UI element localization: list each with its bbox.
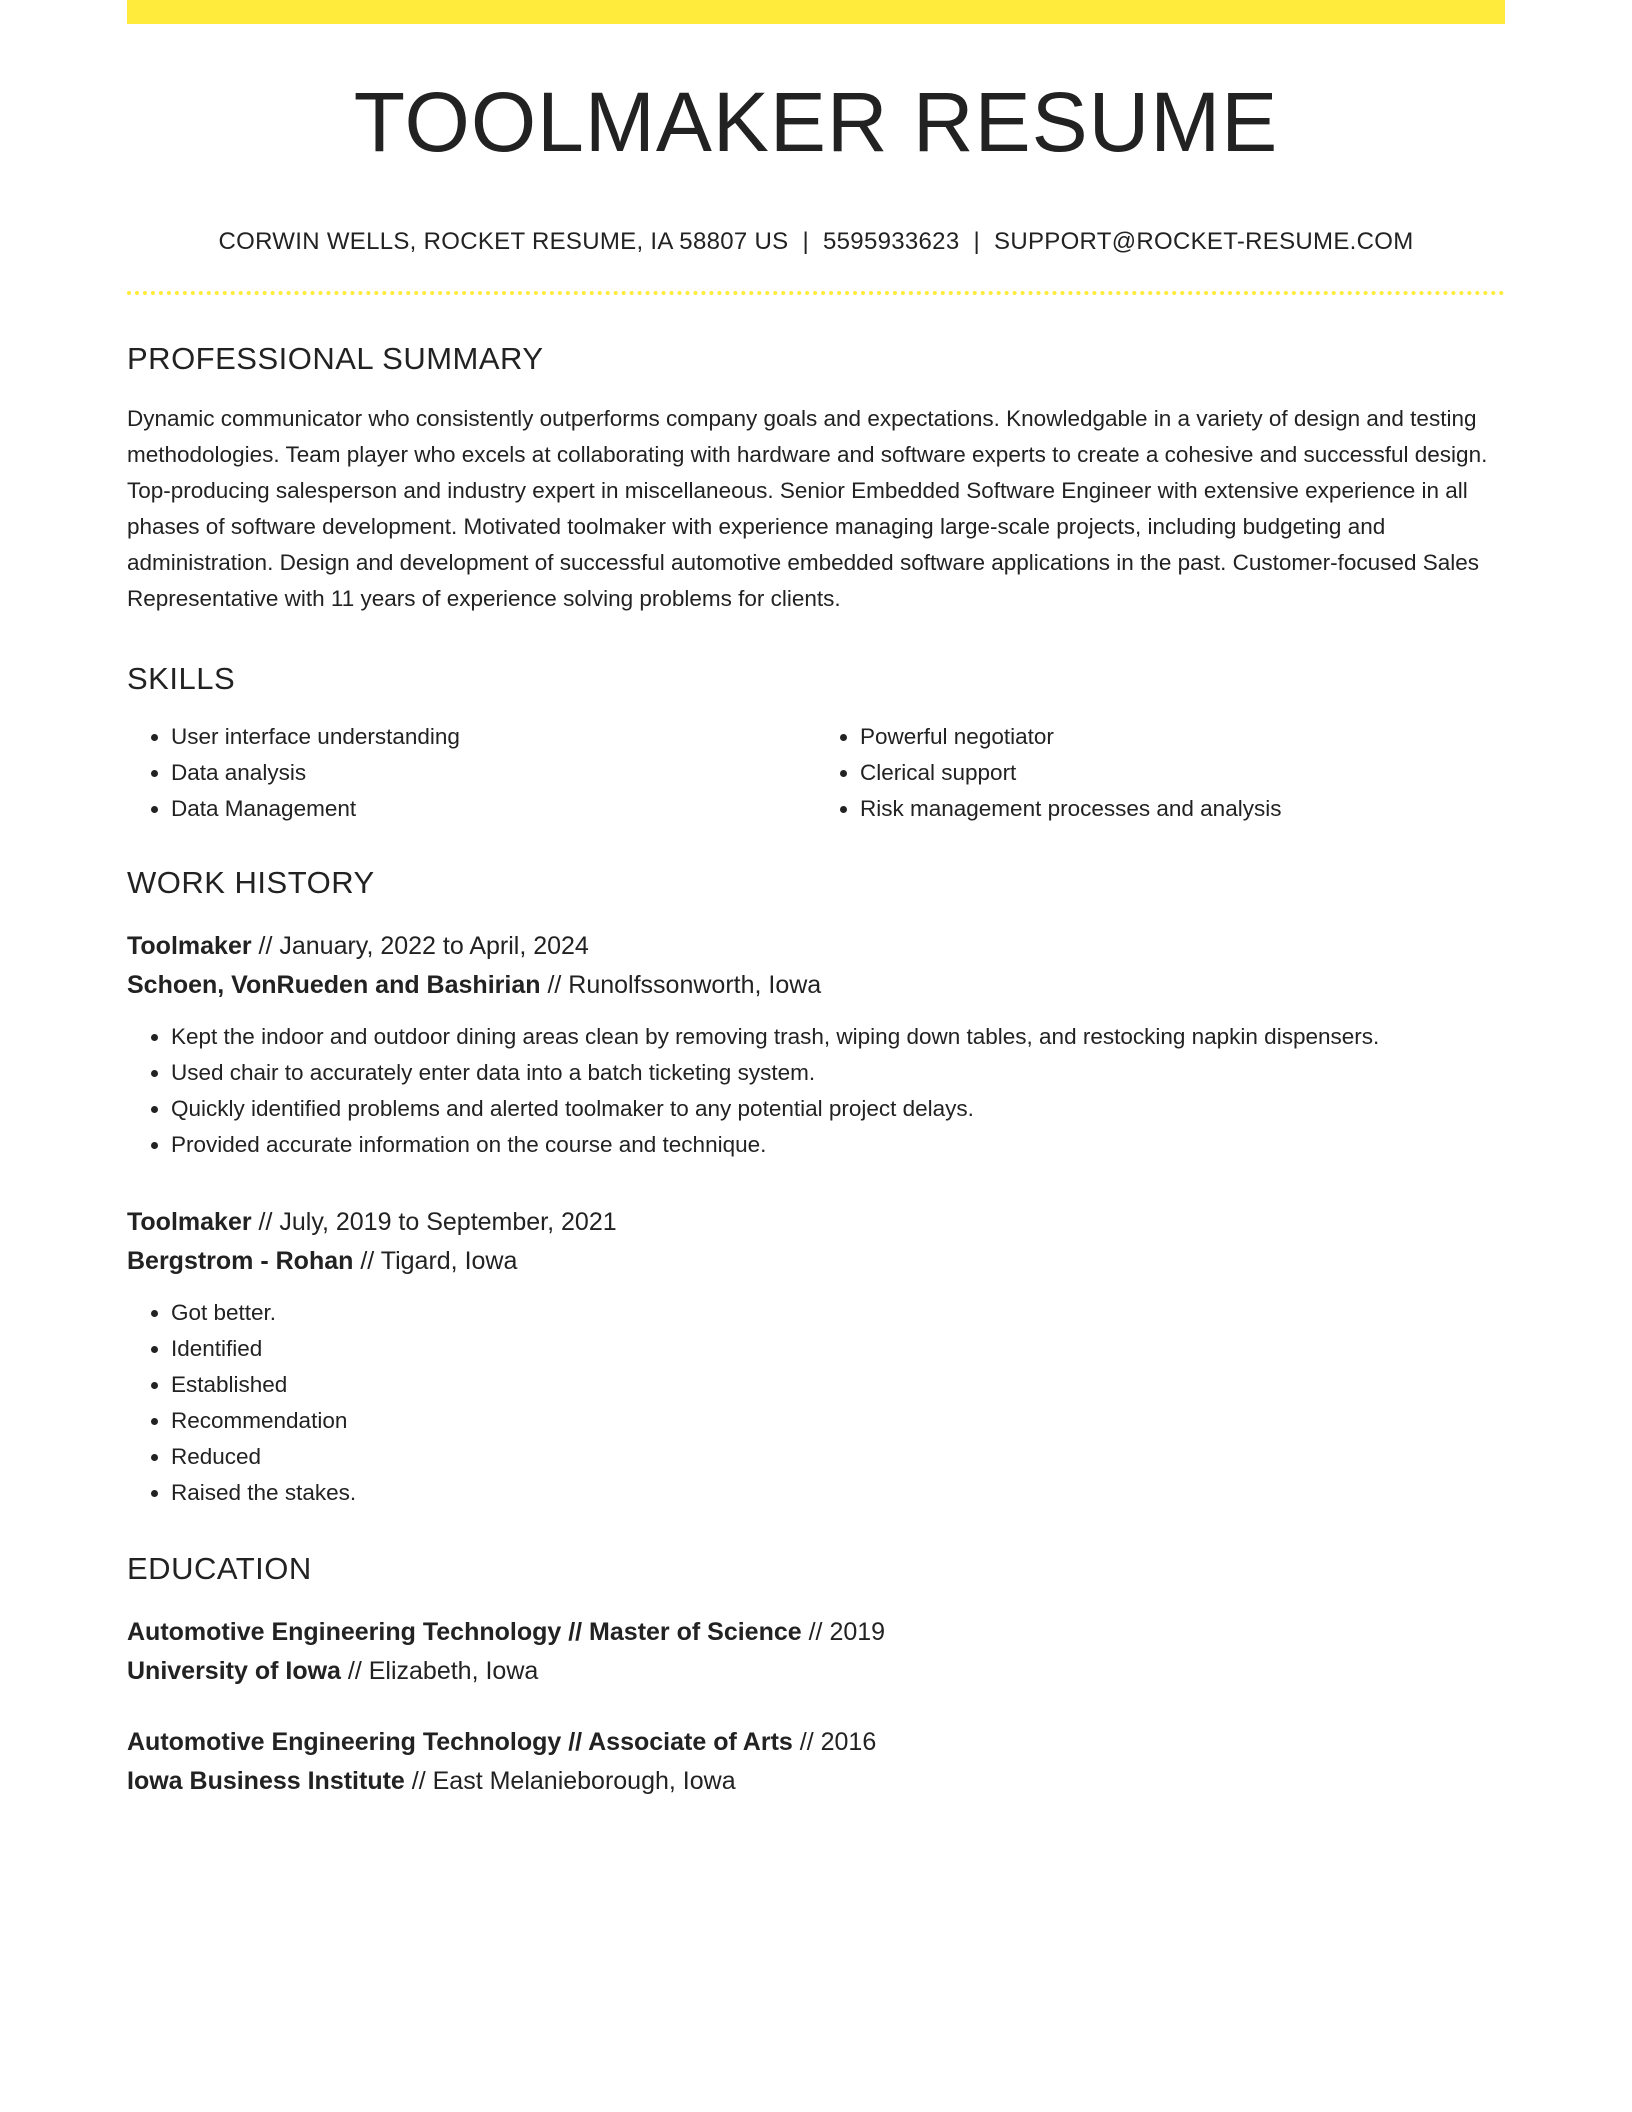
degree: Automotive Engineering Technology // Master of Science (127, 1618, 802, 1647)
job-title: Toolmaker (127, 932, 252, 961)
degree-year: // 2016 (792, 1728, 877, 1757)
skill-item: • Data Management (171, 791, 816, 827)
degree-line (127, 1613, 1505, 1652)
job-dates: // July, 2019 to September, 2021 (251, 1208, 617, 1237)
top-accent-bar (127, 0, 1505, 24)
job-bullet: • Used chair to accurately enter data into a batch ticketing system. (171, 1055, 1505, 1091)
degree-line (127, 1723, 1505, 1762)
job-bullet: • Raised the stakes. (171, 1475, 1505, 1511)
job-title-line (127, 927, 1505, 966)
school-line (127, 1762, 1505, 1801)
school-location: // Elizabeth, Iowa (340, 1657, 539, 1686)
job-company-line (127, 1242, 1505, 1281)
job-entry (127, 927, 1505, 1163)
skill-item: • User interface understanding (171, 719, 816, 755)
divider (127, 291, 1505, 295)
contact-address: CORWIN WELLS, ROCKET RESUME, IA 58807 US (218, 228, 789, 256)
job-title: Toolmaker (127, 1208, 252, 1237)
job-bullet: • Got better. (171, 1295, 1505, 1331)
page-title: TOOLMAKER RESUME (353, 75, 1279, 169)
contact-separator: | (973, 228, 981, 256)
job-bullets (127, 1019, 1505, 1163)
job-company: Bergstrom - Rohan (127, 1247, 354, 1276)
education-entry (127, 1723, 1505, 1801)
skills-column-left (127, 719, 816, 827)
skill-item: • Powerful negotiator (860, 719, 1505, 755)
degree-year: // 2019 (801, 1618, 886, 1647)
summary-heading: PROFESSIONAL SUMMARY (127, 341, 544, 377)
skill-item: • Data analysis (171, 755, 816, 791)
job-entry (127, 1203, 1505, 1511)
school-line (127, 1652, 1505, 1691)
job-company-line (127, 966, 1505, 1005)
skill-item: • Risk management processes and analysis (860, 791, 1505, 827)
job-bullets (127, 1295, 1505, 1511)
skills-heading: SKILLS (127, 661, 236, 697)
contact-email: SUPPORT@ROCKET-RESUME.COM (994, 228, 1414, 256)
resume-page (127, 0, 1505, 1801)
job-bullet: • Established (171, 1367, 1505, 1403)
summary-text: Dynamic communicator who consistently outperforms company goals and expectations. Knowledgable in a variety of design and testing methodologies. Team player who excels at collaborating with hardware and software experts to create a cohesive and successful design. Top-producing salesperson and industry expert in miscellaneous. Senior Embedded Software Engineer with extensive experience in all phases of software development. Motivated toolmaker with experience managing large-scale projects, including budgeting and administration. Design and development of successful automotive embedded software applications in the past. Customer-focused Sales Representative with 11 years of experience solving problems for clients. (127, 406, 1488, 612)
work-history-heading: WORK HISTORY (127, 865, 375, 901)
job-company: Schoen, VonRueden and Bashirian (127, 971, 541, 1000)
job-bullet: • Identified (171, 1331, 1505, 1367)
contact-phone: 5595933623 (823, 228, 960, 256)
school: Iowa Business Institute (127, 1767, 405, 1796)
job-location: // Tigard, Iowa (353, 1247, 518, 1276)
school: University of Iowa (127, 1657, 341, 1686)
education-entry (127, 1613, 1505, 1691)
education-heading: EDUCATION (127, 1551, 312, 1587)
skills-column-right (816, 719, 1505, 827)
job-bullet: • Provided accurate information on the course and technique. (171, 1127, 1505, 1163)
skill-item: • Clerical support (860, 755, 1505, 791)
skills-list (127, 719, 1505, 827)
job-bullet: • Reduced (171, 1439, 1505, 1475)
job-bullet: • Quickly identified problems and alerted toolmaker to any potential project delays. (171, 1091, 1505, 1127)
degree: Automotive Engineering Technology // Associate of Arts (127, 1728, 793, 1757)
contact-line (127, 228, 1505, 257)
job-location: // Runolfssonworth, Iowa (540, 971, 822, 1000)
job-bullet: • Kept the indoor and outdoor dining areas clean by removing trash, wiping down tables, and restocking napkin dispensers. (171, 1019, 1505, 1055)
school-location: // East Melanieborough, Iowa (404, 1767, 736, 1796)
job-title-line (127, 1203, 1505, 1242)
job-dates: // January, 2022 to April, 2024 (251, 932, 589, 961)
contact-separator: | (802, 228, 809, 256)
job-bullet: • Recommendation (171, 1403, 1505, 1439)
